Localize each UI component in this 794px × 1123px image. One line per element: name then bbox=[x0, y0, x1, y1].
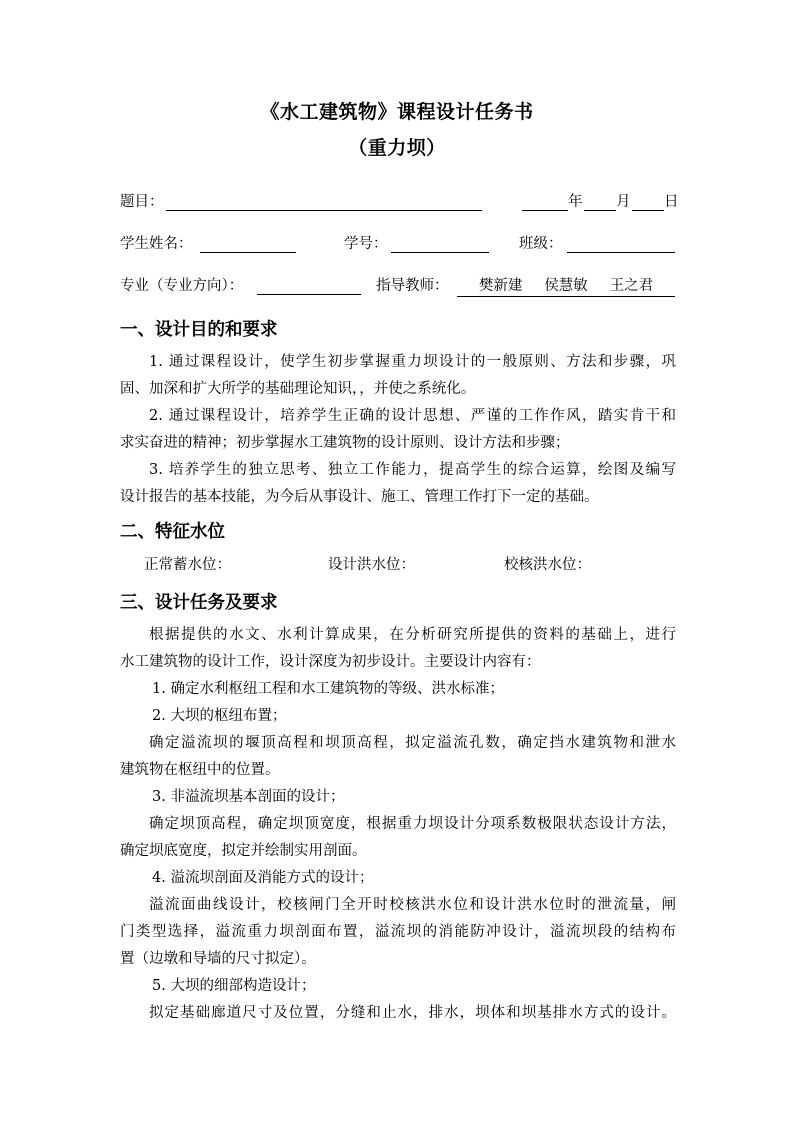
paragraph: 确定坝顶高程，确定坝顶宽度，根据重力坝设计分项系数极限状态设计方法， bbox=[149, 816, 676, 832]
task-item: 3. 非溢流坝基本剖面的设计； bbox=[152, 789, 345, 805]
year-label: 年 bbox=[568, 194, 583, 210]
advisor-name: 侯慧敏 bbox=[544, 278, 588, 294]
document-title: 《水工建筑物》课程设计任务书 bbox=[260, 101, 534, 123]
paragraph: 根据提供的水文、水利计算成果，在分析研究所提供的资料的基础上，进行 bbox=[149, 627, 676, 643]
task-item: 5. 大坝的细部构造设计； bbox=[152, 978, 316, 994]
task-item: 2. 大坝的枢纽布置； bbox=[152, 708, 287, 724]
paragraph: 设计报告的基本技能，为今后从事设计、施工、管理工作打下一定的基础。 bbox=[120, 489, 599, 505]
month-label: 月 bbox=[616, 194, 631, 210]
task-item: 4. 溢流坝剖面及消能方式的设计； bbox=[152, 870, 374, 886]
normal-level-label: 正常蓄水位： bbox=[144, 557, 231, 573]
paragraph: 2. 通过课程设计，培养学生正确的设计思想、严谨的工作作风，踏实肯干和 bbox=[149, 408, 676, 424]
topic-row bbox=[120, 190, 680, 214]
document-subtitle: （重力坝） bbox=[348, 137, 446, 159]
paragraph: 溢流面曲线设计，校核闸门全开时校核洪水位和设计洪水位时的泄流量，闸 bbox=[149, 897, 676, 913]
advisor-field bbox=[457, 274, 675, 297]
paragraph: 求实奋进的精神；初步掌握水工建筑物的设计原则、设计方法和步骤； bbox=[120, 435, 570, 451]
advisor-name: 王之君 bbox=[609, 278, 654, 294]
paragraph: 3. 培养学生的独立思考、独立工作能力，提高学生的综合运算，绘图及编写 bbox=[149, 462, 676, 478]
class-label: 班级： bbox=[519, 236, 563, 252]
section-heading: 二、特征水位 bbox=[120, 522, 225, 542]
paragraph: 确定坝底宽度，拟定并绘制实用剖面。 bbox=[120, 843, 367, 859]
check-flood-label: 校核洪水位： bbox=[504, 557, 591, 573]
section-heading: 一、设计目的和要求 bbox=[120, 320, 278, 340]
paragraph: 1. 通过课程设计，使学生初步掌握重力坝设计的一般原则、方法和步骤，巩 bbox=[149, 354, 676, 370]
month-field[interactable] bbox=[584, 210, 616, 211]
task-item: 1. 确定水利枢纽工程和水工建筑物的等级、洪水标准； bbox=[152, 681, 504, 697]
day-field[interactable] bbox=[632, 210, 664, 211]
advisor-label: 指导教师： bbox=[376, 278, 449, 294]
paragraph: 固、加深和扩大所学的基础理论知识，，并使之系统化。 bbox=[120, 381, 476, 397]
paragraph: 置（边墩和导墙的尺寸拟定）。 bbox=[120, 951, 316, 967]
paragraph: 建筑物在枢纽中的位置。 bbox=[120, 762, 280, 778]
day-label: 日 bbox=[664, 194, 679, 210]
class-field[interactable] bbox=[567, 252, 675, 253]
paragraph: 拟定基础廊道尺寸及位置，分缝和止水，排水，坝体和坝基排水方式的设计。 bbox=[149, 1005, 676, 1021]
student-id-label: 学号： bbox=[344, 236, 388, 252]
paragraph: 水工建筑物的设计工作，设计深度为初步设计。主要设计内容有： bbox=[120, 654, 541, 670]
design-flood-label: 设计洪水位： bbox=[328, 557, 415, 573]
student-id-field[interactable] bbox=[391, 252, 489, 253]
topic-field[interactable] bbox=[166, 210, 482, 211]
student-row bbox=[120, 232, 680, 256]
year-field[interactable] bbox=[522, 210, 568, 211]
paragraph: 确定溢流坝的堰顶高程和坝顶高程，拟定溢流孔数，确定挡水建筑物和泄水 bbox=[149, 735, 676, 751]
topic-label: 题目： bbox=[120, 194, 164, 210]
major-label: 专业（专业方向）： bbox=[120, 278, 244, 294]
major-row bbox=[120, 274, 680, 298]
major-field[interactable] bbox=[257, 294, 361, 295]
advisor-name: 樊新建 bbox=[478, 278, 523, 294]
paragraph: 门类型选择，溢流重力坝剖面布置，溢流坝的消能防冲设计，溢流坝段的结构布 bbox=[120, 924, 676, 940]
section-heading: 三、设计任务及要求 bbox=[120, 593, 278, 613]
student-name-field[interactable] bbox=[200, 252, 296, 253]
student-name-label: 学生姓名： bbox=[120, 236, 193, 252]
